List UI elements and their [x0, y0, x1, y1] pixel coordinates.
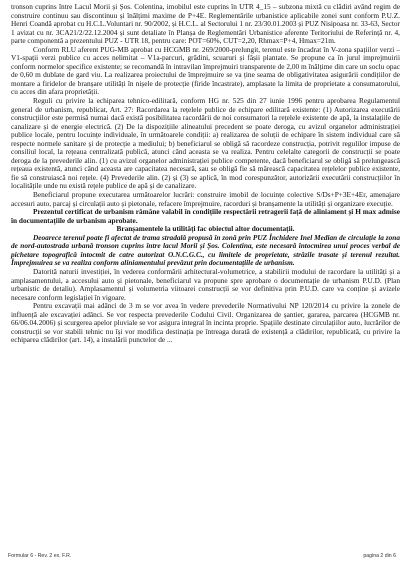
paragraph-utr: tronson cuprins între Lacul Morii și Șos. Colentina, imobilul este cuprins în UTR 4_15 – subzona mixtă cu clădiri având regim de construire continuu sau discontinuu și înălțimi maxime de P+4E. Reglementările urbanistice aplicabile zonei sunt conform P.U.Z. Henri Coandă aprobat cu H.C.L.Voluntari nr. 90/2002, și H.C.L. al Sectorului 1 nr. 23/30.01.2003 și PUZ Nisipoasa nr. 33-63, Sector 1 avizat cu nr. 3CA21/2/22.12.2004 și sunt detaliate în Planșa de Reglementări Urbanistice aferente Teritoriului de Referință nr. 4, parte componentă a prezentului PUZ - UTR 18, pentru care: POT=60%, CUT=2,20, Rhmax=P+4, Hmax=21m.: [11, 2, 400, 46]
paragraph-pud: Datorită naturii investiției, în vederea conformării arhitectural-volumetrice, a stabilirii modului de racordare la utilități și a amplasamentului, a accesului auto și pietonale, beneficiarul va propune spre aprobare o documentație de urbanism P.U.D. (Plan urbanistic de detaliu). Amplasamentul și volumetria viitoarei construcții se vor definitiva prin P.U.D. care va conține și avizele necesare conform legislației în vigoare.: [11, 266, 400, 302]
paragraph-lucrari: Beneficiarul propune executarea următoarelor lucrări: construire imobil de locuințe colective S/Ds+P+3E+4Er, amenajare accesuri auto, parcaj și circulații auto și pietonale, refacere împrejmuire, racorduri și branșamente la utilități și organizare execuție.: [11, 190, 400, 208]
paragraph-excavatii: Pentru excavații mai adânci de 3 m se vor avea în vedere prevederile Normativului NP 120/2014 cu privire la zonele de influență ale excavației adânci. Se vor respecta prevederile Codului Civil. Organizarea de șantier, gararea, parcarea (HCGMB nr. 66/06.04.2006) și scurgerea apelor pluviale se vor asigura integral în incinta proprie. Spațiile destinate circulațiilor auto, lucrărilor de construcții se vor stabili tehnic nu își vor modifica destinația pe întreaga durată de existență a clădirilor, republicată, cu privire la echiparea clădirilor (art. 14), a instalării punctelor de ...: [11, 301, 400, 345]
paragraph-rlu: Conform RLU aferent PUG-MB aprobat cu HCGMB nr. 269/2000-prelungit, terenul este încadrat în V-zona spațiilor verzi – V1-spații verzi publice cu acces nelimitat – V1a-parcuri, grădini, scuaruri și fâșii plantate. Se propune ca în jurul imprejmuirii conform normelor specifice existente; se recomandă în intravilan împrejmuiri transparente de 2,00 m înălțime din care un soclu opac de 0,60 m dublate de gard viu. La realizarea proiectului de împrejmuire se va ține seama de obligativitatea asigurării condițiilor de montare a firidelor de branșare utilități în nișele de protecție (firide încastrate), amplasate la limita de proprietate a consumatorului, cu acces din afara proprietății.: [11, 44, 400, 97]
paragraph-trama-stradala: Deoarece terenul poate fi afectat de trama stradală propusă în zonă prin PUZ Închidere Inel Median de circulație la zona de nord-autostrada urbană tronson cuprins între lacul Morii și Șos. Colentina, este necesară întocmirea unui proces verbal de pichetare topografică întocmit de catre autorizat O.N.C.G.C., cu limitele de proprietate, străzile trasate și terenul rezultat. Împrejmuirea se va realiza conform aliniamentului prevăzut prin documentațiile de urbanism.: [11, 232, 400, 268]
paragraph-bransamente: Branșamentele la utilități fac obiectul altor documentații.: [116, 224, 295, 234]
form-code: Formular 6 - Rev. 2 ex. F.R.: [8, 553, 72, 559]
page-number: pagina 2 din 6: [363, 553, 396, 559]
paragraph-valabilitate: Prezentul certificat de urbanism rămâne valabil în condițiile respectării retragerii față de aliniament și H max admise în documentațiile de urbanism aprobate.: [11, 207, 400, 225]
paragraph-echipare: Reguli cu privire la echiparea tehnico-edilitară, conform HG nr. 525 din 27 iunie 1996 pentru aprobarea Regulamentul general de urbanism, republicat, Art. 27: Racordarea la rețelele publice de echipare edilitară existente: (1) Autorizarea executării construcțiilor este permisă numai dacă există posibilitatea racordării de noi consumatori la rețelele existente de apă, la instalațiile de canalizare și de energie electrică. (2) De la dispozițiile alineatului precedent se poate deroga, cu avizul organelor administrației publice locale, pentru locuințe individuale, în următoarele condiții: a) realizarea de soluții de echipare în sistem individual care să respecte normele sanitare și de protecție a mediului; b) beneficiarul se obligă să racordeze construcția, potrivit regulilor impuse de consiliul local, la rețeaua centralizată publică, atunci când aceasta se va realiza. Pentru celelalte categorii de construcții se poate deroga de la prevederile alin. (1) cu avizul organelor administrației publice competente, dacă beneficiarul se obligă să prelungească rețeaua existentă, atunci când aceasta are capacitatea necesară, sau se obligă fie să mărească capacitatea rețelelor publice existente, fie să construiască noi rețele. (4) Prevederile alin. (2) și (3) se aplică, în mod corespunzător, autorizării executării construcțiilor în localitățile unde nu există rețele publice de apă și de canalizare.: [11, 96, 400, 191]
